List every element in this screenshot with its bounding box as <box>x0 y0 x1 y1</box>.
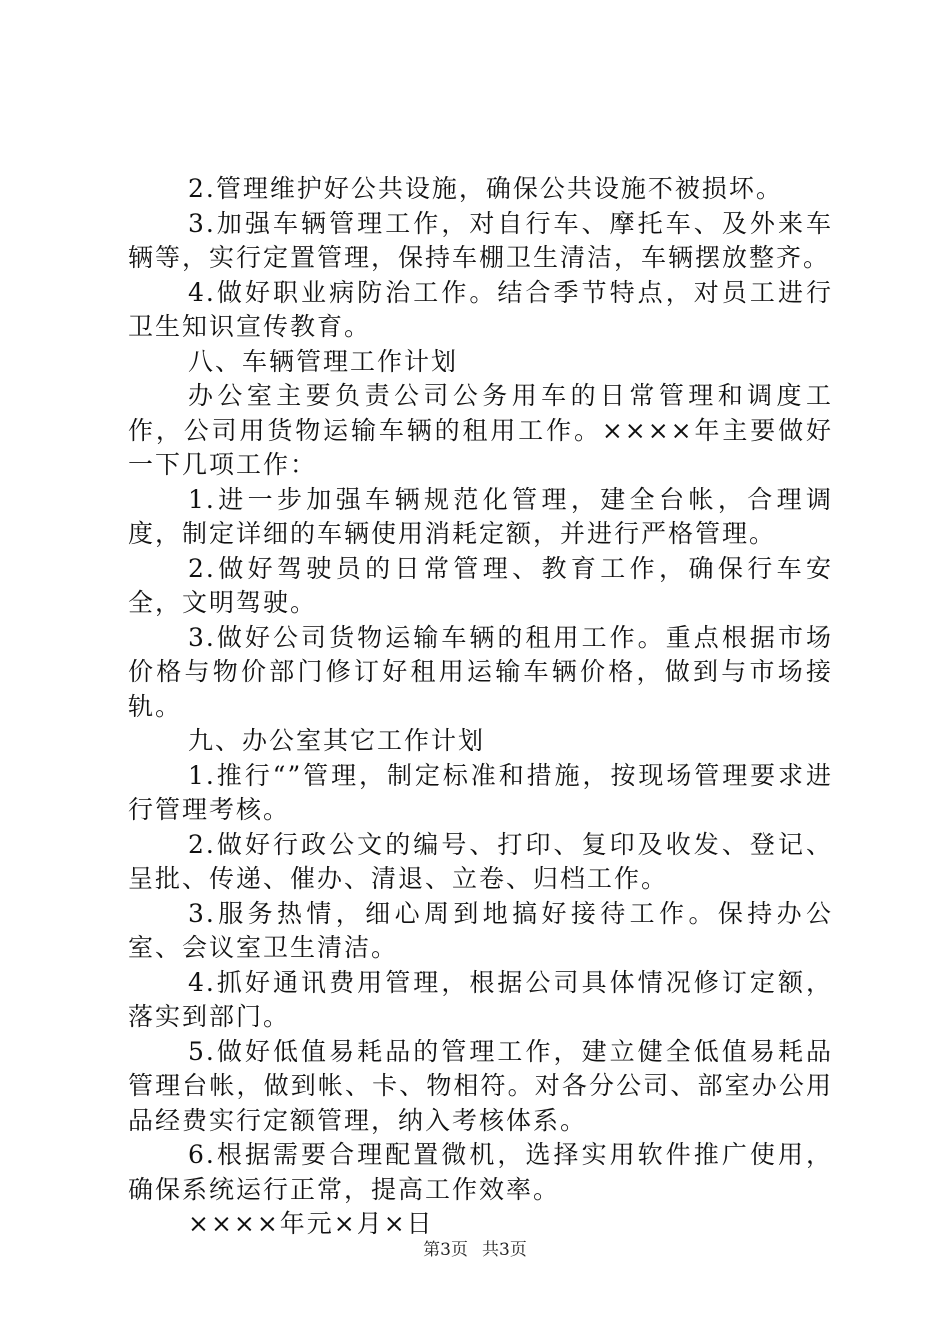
paragraph: 办公室主要负责公司公务用车的日常管理和调度工作，公司用货物运输车辆的租用工作。××××年主要做好一下几项工作： <box>128 381 833 479</box>
paragraph: 4.做好职业病防治工作。结合季节特点，对员工进行卫生知识宣传教育。 <box>128 277 833 341</box>
paragraph: 6.根据需要合理配置微机，选择实用软件推广使用，确保系统运行正常，提高工作效率。 <box>128 1140 833 1204</box>
paragraph: 2.做好行政公文的编号、打印、复印及收发、登记、呈批、传递、催办、清退、立卷、归档工作。 <box>128 829 833 893</box>
page-number-total: 共3页 <box>482 1240 527 1260</box>
paragraph: 3.做好公司货物运输车辆的租用工作。重点根据市场价格与物价部门修订好租用运输车辆价格，做到与市场接轨。 <box>128 622 833 721</box>
document-body <box>128 172 833 1242</box>
section-heading: 八、车辆管理工作计划 <box>188 346 459 376</box>
paragraph: 3.服务热情，细心周到地搞好接待工作。保持办公室、会议室卫生清洁。 <box>128 898 833 962</box>
section-heading: 九、办公室其它工作计划 <box>188 726 486 755</box>
paragraph: 1.推行“”管理，制定标准和措施，按现场管理要求进行管理考核。 <box>128 760 833 824</box>
paragraph: 2.管理维护好公共设施，确保公共设施不被损坏。 <box>188 174 783 203</box>
paragraph: 4.抓好通讯费用管理，根据公司具体情况修订定额，落实到部门。 <box>128 967 833 1031</box>
paragraph: 5.做好低值易耗品的管理工作，建立健全低值易耗品管理台帐，做到帐、卡、物相符。对各分公司、部室办公用品经费实行定额管理，纳入考核体系。 <box>128 1036 833 1135</box>
page-footer <box>0 1238 950 1262</box>
document-date: ××××年元×月×日 <box>188 1209 434 1238</box>
paragraph: 1.进一步加强车辆规范化管理，建全台帐，合理调度，制定详细的车辆使用消耗定额，并进行严格管理。 <box>128 484 833 548</box>
page-number-current: 第3页 <box>423 1240 468 1260</box>
paragraph: 2.做好驾驶员的日常管理、教育工作，确保行车安全，文明驾驶。 <box>128 553 833 617</box>
paragraph: 3.加强车辆管理工作，对自行车、摩托车、及外来车辆等，实行定置管理，保持车棚卫生清洁，车辆摆放整齐。 <box>128 208 833 272</box>
